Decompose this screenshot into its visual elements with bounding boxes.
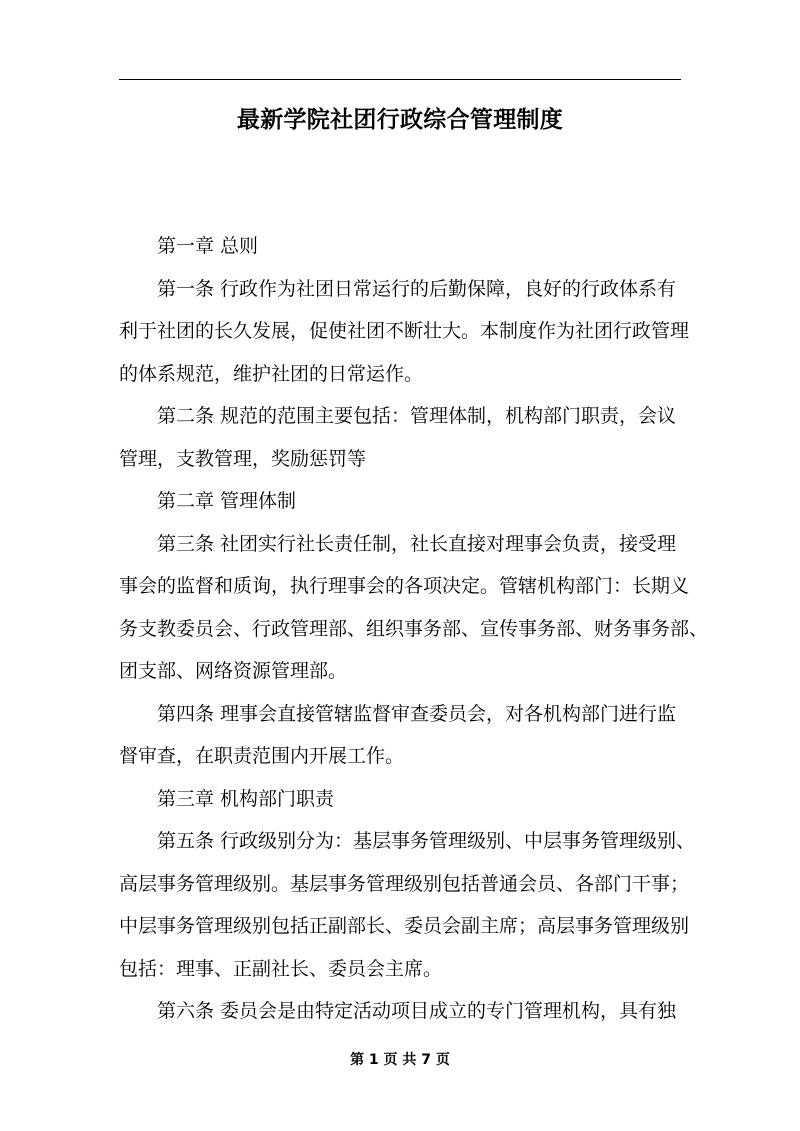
text-line: 第三章 机构部门职责 bbox=[157, 787, 335, 810]
article-2 bbox=[119, 395, 681, 480]
article-5 bbox=[119, 820, 696, 990]
article-1 bbox=[119, 268, 690, 396]
chapter-2-heading bbox=[119, 480, 681, 523]
text-line: 团支部、网络资源管理部。 bbox=[119, 660, 348, 682]
text-line: 第三条 社团实行社长责任制，社长直接对理事会负责，接受理 bbox=[157, 532, 677, 555]
text-line: 管理，支教管理，奖励惩罚等 bbox=[119, 447, 367, 470]
text-line: 中层事务管理级别包括正副部长、委员会副主席；高层事务管理级别 bbox=[119, 915, 690, 937]
chapter-1-heading bbox=[119, 225, 681, 268]
page-number: 第 1 页 共 7 页 bbox=[350, 1052, 450, 1068]
document-title: 最新学院社团行政综合管理制度 bbox=[236, 107, 564, 133]
text-line: 的体系规范，维护社团的日常运作。 bbox=[119, 362, 424, 385]
text-line: 包括：理事、正副社长、委员会主席。 bbox=[119, 957, 443, 980]
text-line: 第二章 管理体制 bbox=[157, 490, 297, 512]
article-3 bbox=[119, 523, 709, 693]
text-line: 利于社团的长久发展，促使社团不断壮大。本制度作为社团行政管理 bbox=[119, 320, 690, 342]
article-6 bbox=[119, 990, 681, 1033]
text-line: 第一条 行政作为社团日常运行的后勤保障，良好的行政体系有 bbox=[157, 277, 677, 300]
text-line: 事会的监督和质询，执行理事会的各项决定。管辖机构部门：长期义 bbox=[119, 575, 690, 597]
text-line: 第一章 总则 bbox=[157, 235, 259, 257]
text-line: 第六条 委员会是由特定活动项目成立的专门管理机构，具有独 bbox=[157, 1000, 677, 1022]
text-line: 高层事务管理级别。基层事务管理级别包括普通会员、各部门干事； bbox=[119, 872, 690, 895]
text-line: 务支教委员会、行政管理部、组织事务部、宣传事务部、财务事务部、 bbox=[119, 617, 709, 640]
text-line: 第四条 理事会直接管辖监督审查委员会，对各机构部门进行监 bbox=[157, 702, 677, 725]
document-body bbox=[119, 225, 709, 1033]
article-4 bbox=[119, 693, 681, 778]
text-line: 督审查，在职责范围内开展工作。 bbox=[119, 745, 405, 767]
header-rule bbox=[119, 79, 681, 80]
chapter-3-heading bbox=[119, 778, 681, 821]
text-line: 第五条 行政级别分为：基层事务管理级别、中层事务管理级别、 bbox=[157, 830, 696, 852]
text-line: 第二条 规范的范围主要包括：管理体制，机构部门职责，会议 bbox=[157, 405, 677, 427]
